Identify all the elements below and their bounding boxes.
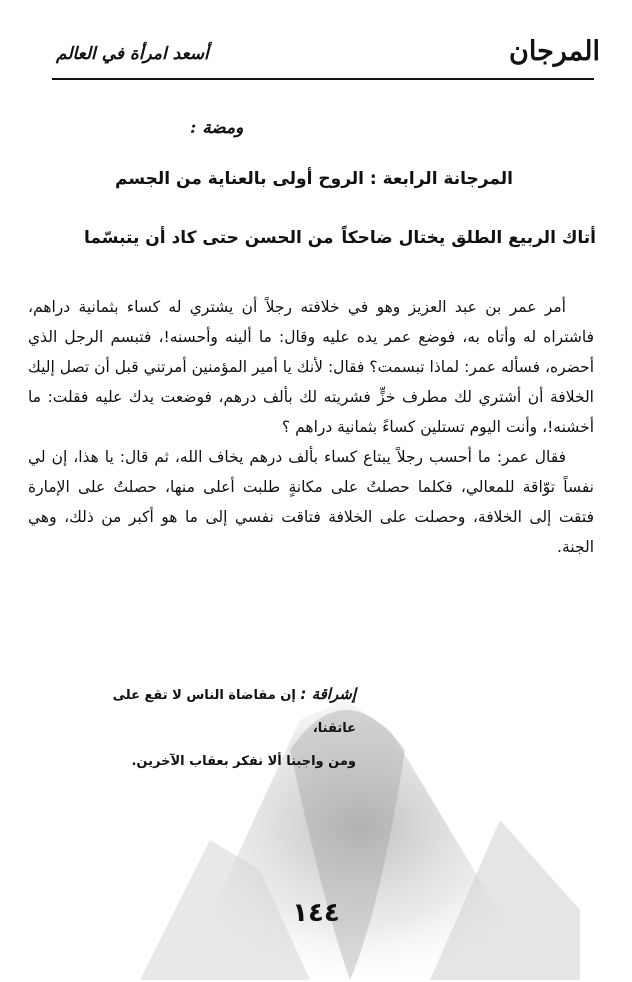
running-title: أسعد امرأة في العالم [56, 44, 209, 64]
ishraqa-text-2: ومن واجبنا ألا نفكر بعقاب الآخرين. [131, 754, 356, 769]
ishraqa-box [76, 678, 356, 778]
section-title: المرجانة الرابعة : الروح أولى بالعناية من الجسم [115, 169, 513, 189]
book-title: المرجان [509, 36, 600, 67]
ishraqa-line [76, 678, 356, 745]
intro-label: ومضة : [190, 118, 244, 138]
body-text [28, 292, 594, 562]
verse-second-hemistich: من الحسن حتى كاد أن يتبسّما [84, 228, 334, 248]
paragraph: فقال عمر: ما أحسب رجلاً يبتاع كساء بألف درهم يخاف الله، ثم قال: يا هذا، إن لي نفساً توّاقة للمعالي، فكلما حصلتُ على مكانةٍ طلبت أعلى منها، حصلتُ على الإمارة فتقت إلى الخلافة، وحصلت على الخلافة فتاقت نفسي إلى ما هو أكبر من ذلك، وهي الجنة. [28, 448, 594, 556]
verse-first-hemistich: أتاك الربيع الطلق يختال ضاحكاً [341, 228, 596, 248]
ishraqa-text-1: إن مقاضاة الناس لا تقع على عاتقنا، [112, 688, 356, 736]
ishraqa-label: إشراقة : [300, 685, 356, 703]
header-rule [52, 78, 594, 80]
paragraph: أمر عمر بن عبد العزيز وهو في خلافته رجلاً أن يشتري له كساء بثمانية دراهم، فاشتراه له وأتاه به، فوضع عمر يده عليه وقال: ما ألينه وأحسنه!، فتبسم الرجل الذي أحضره، فسأله عمر: لماذا تبسمت؟ فقال: لأنك يا أمير المؤمنين أمرتني قبل أن تصل إليك الخلافة أن أشتري لك مطرف خزٍّ فشريته لك بألف درهم، فوضعت يدك عليه فقلت: ما أخشنه!، وأنت اليوم تستلين كساءً بثمانية دراهم ؟ [28, 298, 594, 436]
page-number: ١٤٤ [292, 898, 340, 928]
